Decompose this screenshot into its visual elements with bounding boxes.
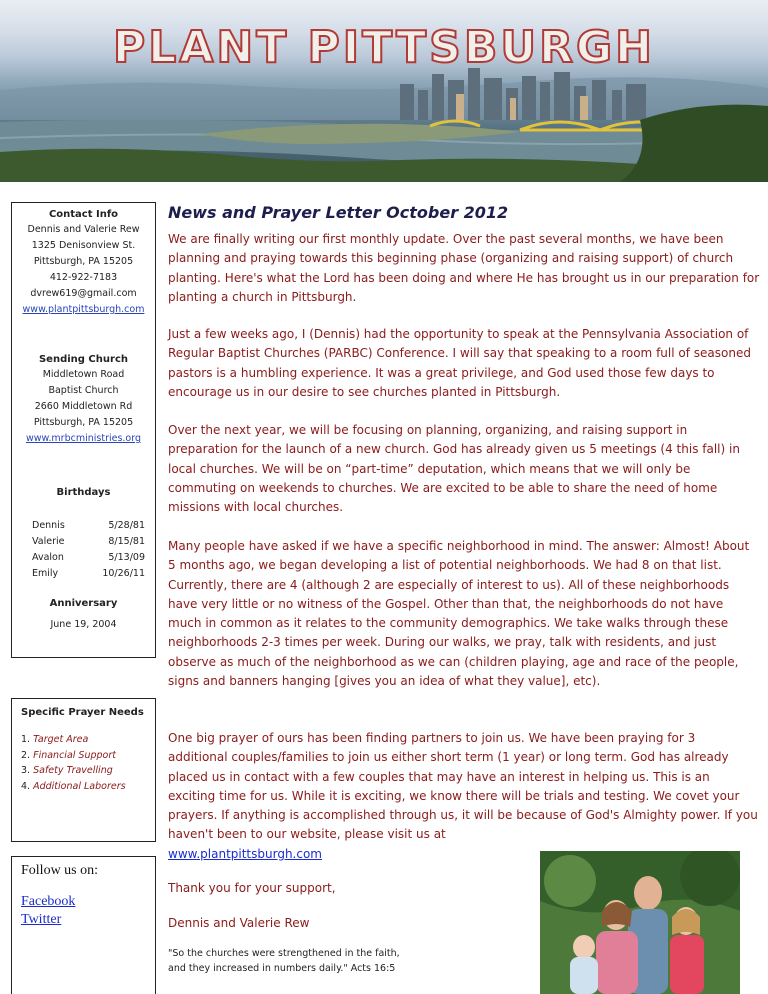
contact-line: 412-922-7183: [49, 272, 118, 283]
church-website-link[interactable]: www.mrbcministries.org: [25, 433, 142, 444]
quote-line: "So the churches were strengthened in the faith,: [168, 948, 400, 959]
church-line: Middletown Road: [42, 369, 125, 380]
prayer-needs-heading: Specific Prayer Needs: [21, 707, 144, 718]
twitter-link[interactable]: Twitter: [21, 912, 62, 927]
prayer-item-number: 1.: [21, 734, 31, 745]
prayer-item-number: 3.: [21, 765, 31, 776]
birthday-name: Avalon: [32, 552, 64, 563]
birthday-name: Emily: [32, 568, 59, 579]
follow-us-box: [11, 856, 156, 994]
contact-website-link[interactable]: www.plantpittsburgh.com: [22, 304, 145, 315]
pittsburgh-skyline-photo: [0, 60, 768, 182]
letter-paragraph-text: One big prayer of ours has been finding partners to join us. We have been praying for 3 additional couples/families to join us either short term (1 year) or long term. God has already placed us in contact with a few couples that may have an interest in helping us. This is an exciting time for us. While it is exciting, we know there will be trials and testing. We covet your prayers. If anything is accomplished through us, it will be because of God's Almighty power. If you haven't been to our website, please visit us at: [168, 731, 758, 842]
birthday-name: Valerie: [32, 536, 65, 547]
contact-heading: Contact Info: [48, 209, 119, 220]
birthday-row: [12, 550, 155, 566]
banner-title: PLANT PITTSBURGH: [113, 22, 655, 73]
scripture-quote: [168, 946, 468, 976]
birthday-name: Dennis: [32, 520, 65, 531]
prayer-item-text: Financial Support: [33, 749, 116, 761]
birthday-row: [12, 534, 155, 550]
contact-line: Dennis and Valerie Rew: [27, 224, 140, 235]
letter-signature: Dennis and Valerie Rew: [168, 916, 310, 930]
prayer-item-number: 4.: [21, 780, 31, 792]
birthday-date: 5/13/09: [108, 552, 145, 563]
facebook-link[interactable]: Facebook: [21, 894, 76, 909]
birthday-date: 5/28/81: [108, 520, 145, 531]
sending-church-heading: Sending Church: [38, 354, 128, 365]
banner: [0, 0, 768, 182]
contact-line: Pittsburgh, PA 15205: [33, 256, 134, 267]
prayer-item: [21, 763, 155, 779]
contact-line: 1325 Denisonview St.: [31, 240, 136, 251]
prayer-item: [21, 732, 155, 748]
prayer-item-number: 2.: [21, 749, 31, 761]
family-photo: [540, 851, 740, 994]
letter-title: News and Prayer Letter October 2012: [168, 203, 509, 222]
follow-heading: Follow us on:: [21, 863, 99, 878]
birthday-row: [12, 566, 155, 582]
letter-paragraph: We are finally writing our first monthly update. Over the past several months, we have been planning and praying towards this beginning phase (organizing and raising support) of church planting. Here's what the Lord has been doing and where He has brought us in our preparation for planting a church in Pittsburgh.: [168, 232, 760, 304]
prayer-item-text: Additional Laborers: [33, 780, 126, 792]
letter-paragraph-with-link: [168, 729, 758, 864]
prayer-item: [21, 779, 155, 795]
prayer-item-text: Target Area: [33, 734, 89, 745]
church-line: 2660 Middletown Rd: [34, 401, 133, 412]
birthdays-heading: Birthdays: [56, 487, 111, 498]
letter-paragraph: Just a few weeks ago, I (Dennis) had the opportunity to speak at the Pennsylvania Association of Regular Baptist Churches (PARBC) Conference. I will say that speaking to a room full of seasoned pastors is a humbling experience. It was a great privilege, and God used those few days to encourage us in our desire to see churches planted in Pittsburgh.: [168, 327, 751, 399]
contact-info-box: [11, 202, 156, 658]
church-line: Baptist Church: [48, 385, 119, 396]
letter-paragraph: Over the next year, we will be focusing on planning, organizing, and raising support in preparation for the launch of a new church. God has already given us 5 meetings (4 this fall) in local churches. We will be on “part-time” deputation, which means that we will only be commuting on weekends to churches. We are excited to be able to share the need of home missions with local churches.: [168, 423, 740, 515]
anniversary-date: June 19, 2004: [50, 619, 117, 630]
birthday-date: 8/15/81: [108, 536, 145, 547]
anniversary-heading: Anniversary: [49, 598, 118, 609]
prayer-needs-box: [11, 698, 156, 842]
quote-line: and they increased in numbers daily." Acts 16:5: [168, 963, 396, 974]
prayer-needs-list: [12, 732, 155, 794]
birthday-date: 10/26/11: [102, 568, 145, 579]
birthday-row: [12, 518, 155, 534]
letter-thanks: Thank you for your support,: [168, 881, 336, 895]
letter-paragraph: Many people have asked if we have a specific neighborhood in mind. The answer: Almost! About 5 months ago, we began developing a list of potential neighborhoods. We had 8 on that list. Currently, there are 4 (although 2 are especially of interest to us). All of these neighborhoods have very little or no witness of the Gospel. Other than that, the neighborhoods do not have much in common as it relates to the community demographics. We take walks through these neighborhoods 2-3 times per week. During our walks, we pray, talk with residents, and just observe as much of the neighborhood as we can (children playing, age and race of the people, signs and banners hanging [gives you an idea of what they value], etc).: [168, 539, 750, 689]
prayer-item: [21, 748, 155, 764]
contact-email: dvrew619@gmail.com: [30, 288, 137, 299]
prayer-item-text: Safety Travelling: [33, 765, 113, 776]
church-line: Pittsburgh, PA 15205: [33, 417, 134, 428]
letter-website-link[interactable]: www.plantpittsburgh.com: [168, 846, 322, 861]
